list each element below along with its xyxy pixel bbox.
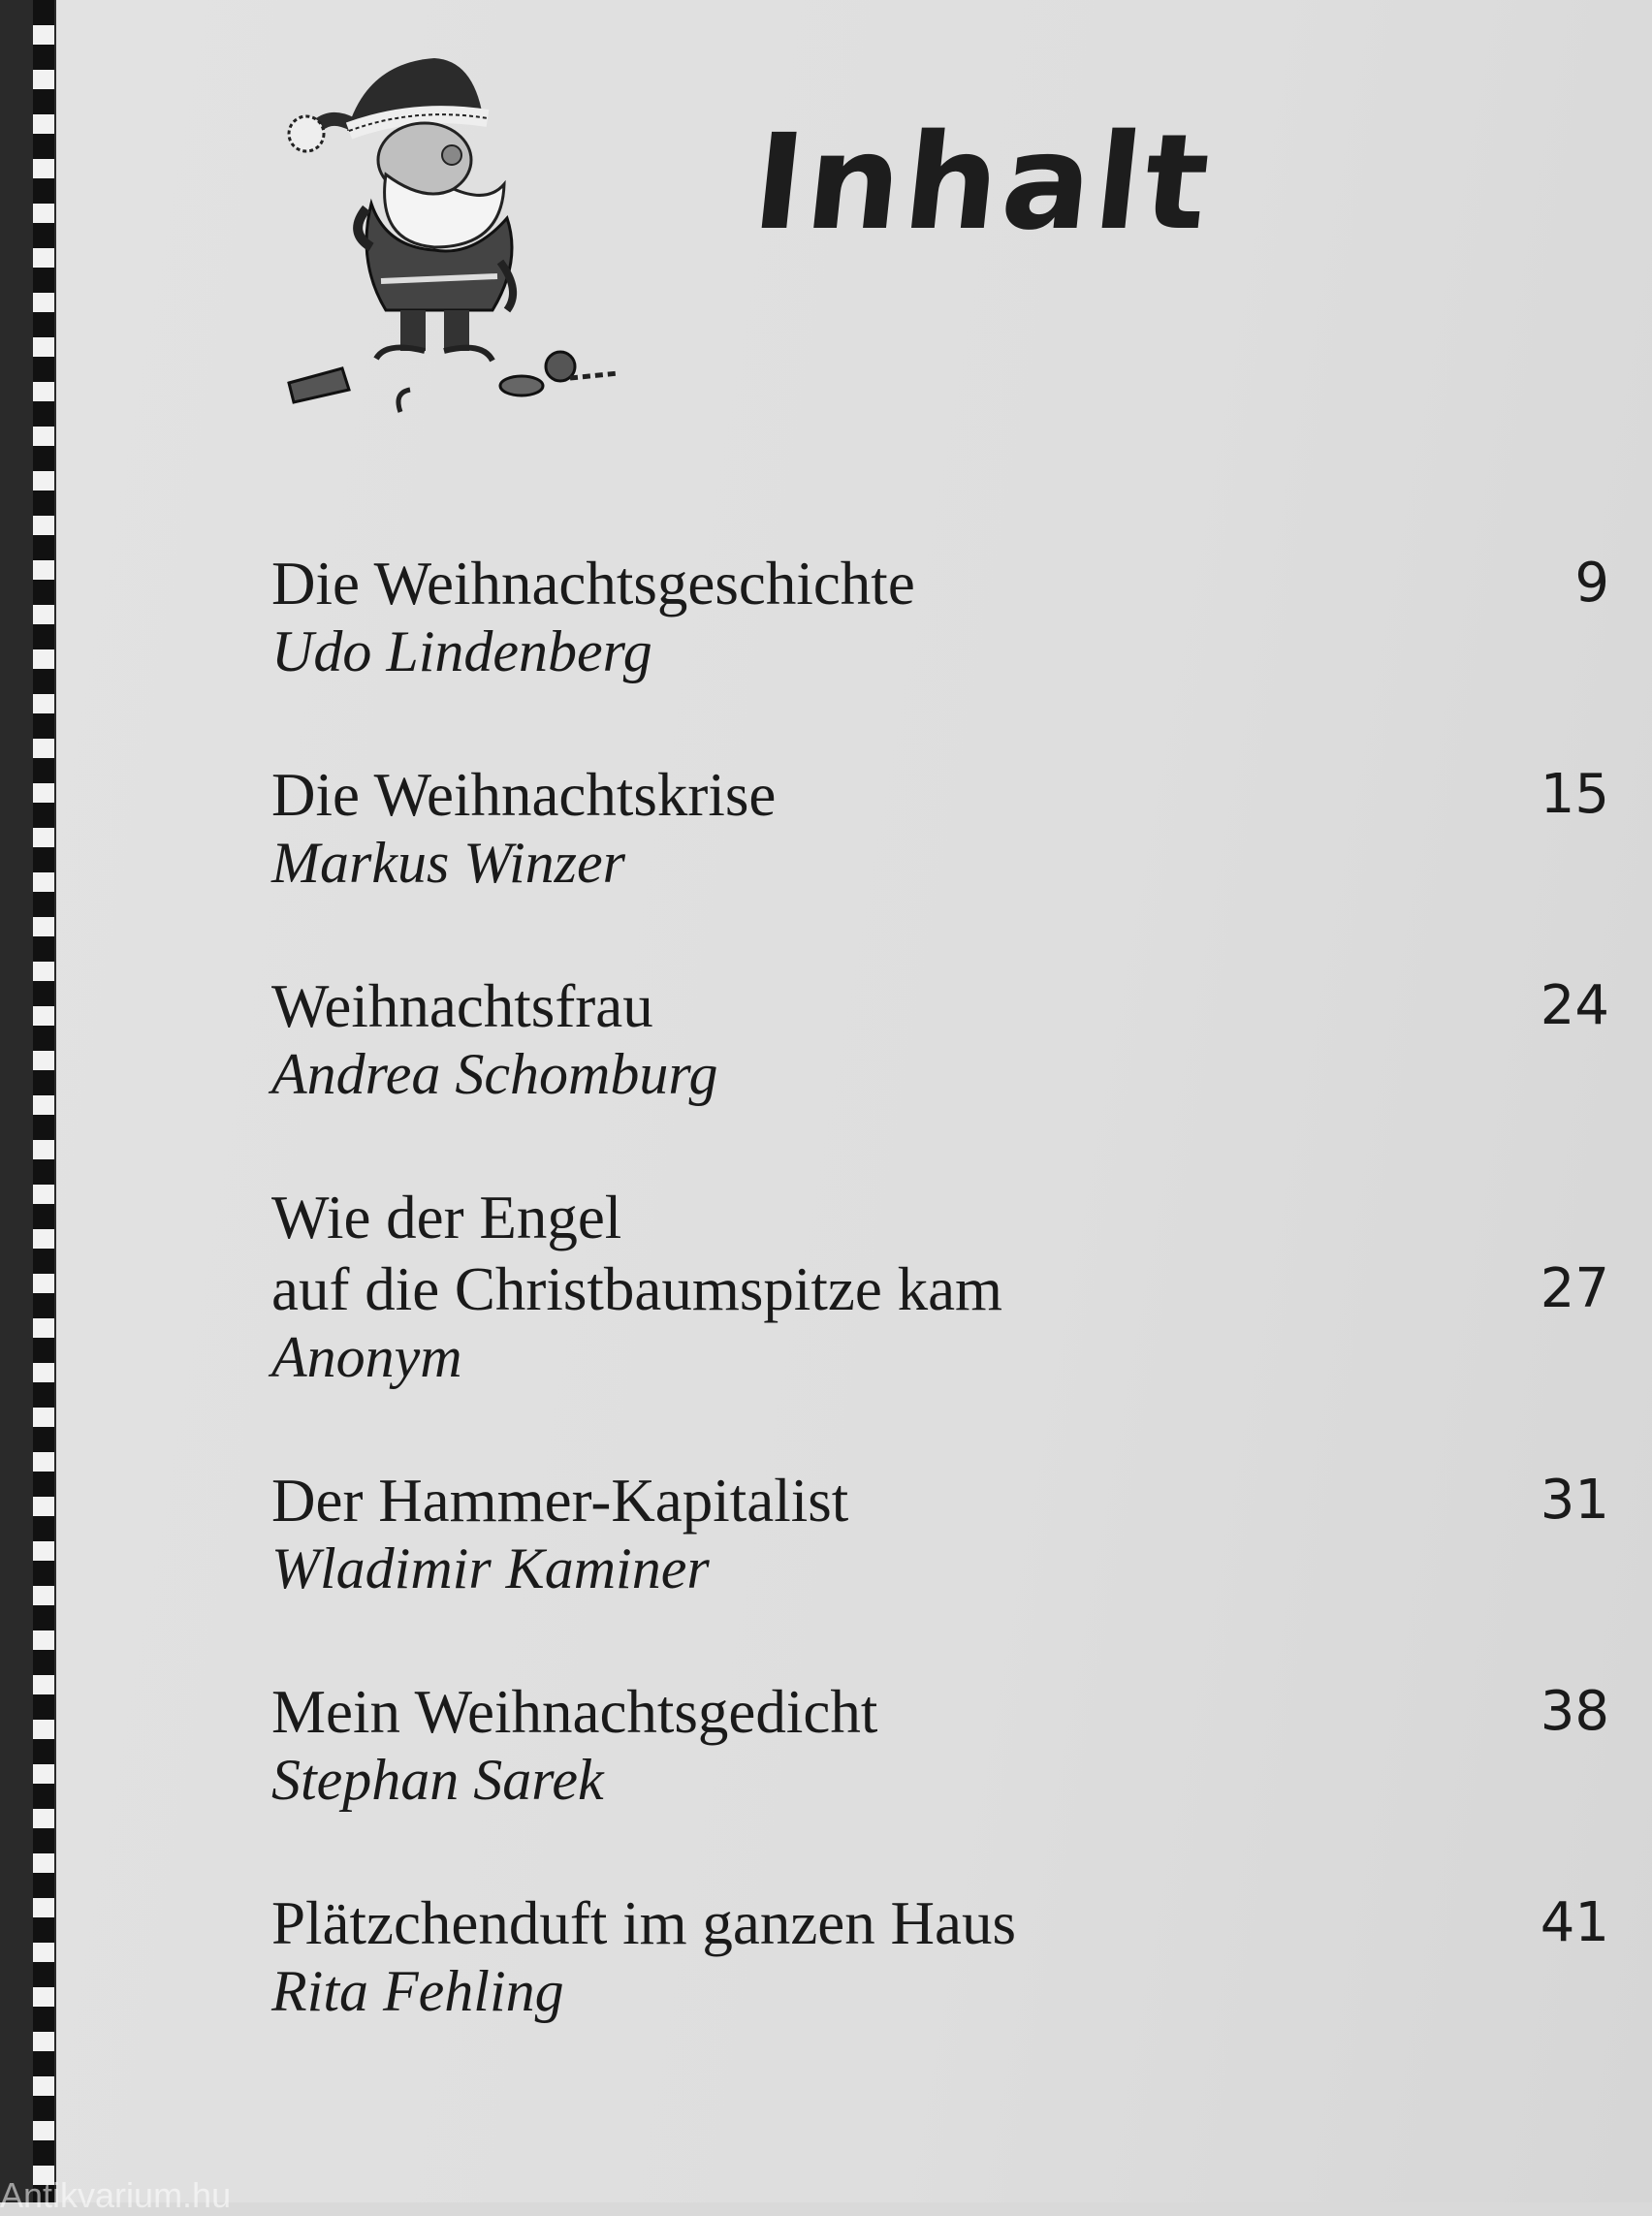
toc-entry (271, 970, 1619, 1106)
page-number: 27 (1540, 1257, 1609, 1320)
binding-stripes (33, 0, 54, 2202)
story-author: Wladimir Kaminer (271, 1536, 710, 1600)
story-author: Stephan Sarek (271, 1748, 604, 1812)
story-author: Rita Fehling (271, 1959, 564, 2023)
story-title: Mein Weihnachtsgedicht (271, 1678, 878, 1746)
toc-entry (271, 759, 1619, 895)
story-author: Andrea Schomburg (271, 1042, 718, 1106)
toc-entry (271, 548, 1619, 683)
story-title: Die Weihnachtskrise (271, 761, 777, 829)
toc-entry (271, 1676, 1619, 1812)
story-author: Markus Winzer (271, 831, 625, 895)
santa-claus-icon (279, 39, 628, 427)
page-number: 38 (1540, 1680, 1609, 1743)
story-title: Der Hammer-Kapitalist (271, 1467, 849, 1535)
toc-entry (271, 1182, 1619, 1389)
book-page (56, 0, 1652, 2202)
page-number: 41 (1540, 1891, 1609, 1954)
story-author: Udo Lindenberg (271, 619, 652, 683)
page-number: 31 (1540, 1469, 1609, 1532)
story-title: Plätzchenduft im ganzen Haus (271, 1889, 1016, 1957)
page-number: 9 (1574, 552, 1609, 615)
story-title: Weihnachtsfrau (271, 972, 653, 1040)
page-number: 15 (1540, 763, 1609, 826)
story-title: Die Weihnachtsgeschichte (271, 550, 915, 617)
table-of-contents (271, 548, 1619, 2099)
page-title: Inhalt (746, 107, 1220, 260)
toc-entry (271, 1887, 1619, 2023)
story-title: Wie der Engel auf die Christbaumspitze kam (271, 1184, 1003, 1323)
story-author: Anonym (271, 1325, 462, 1389)
watermark: Antikvarium.hu (0, 2175, 232, 2215)
toc-entry (271, 1465, 1619, 1600)
page-number: 24 (1540, 974, 1609, 1037)
